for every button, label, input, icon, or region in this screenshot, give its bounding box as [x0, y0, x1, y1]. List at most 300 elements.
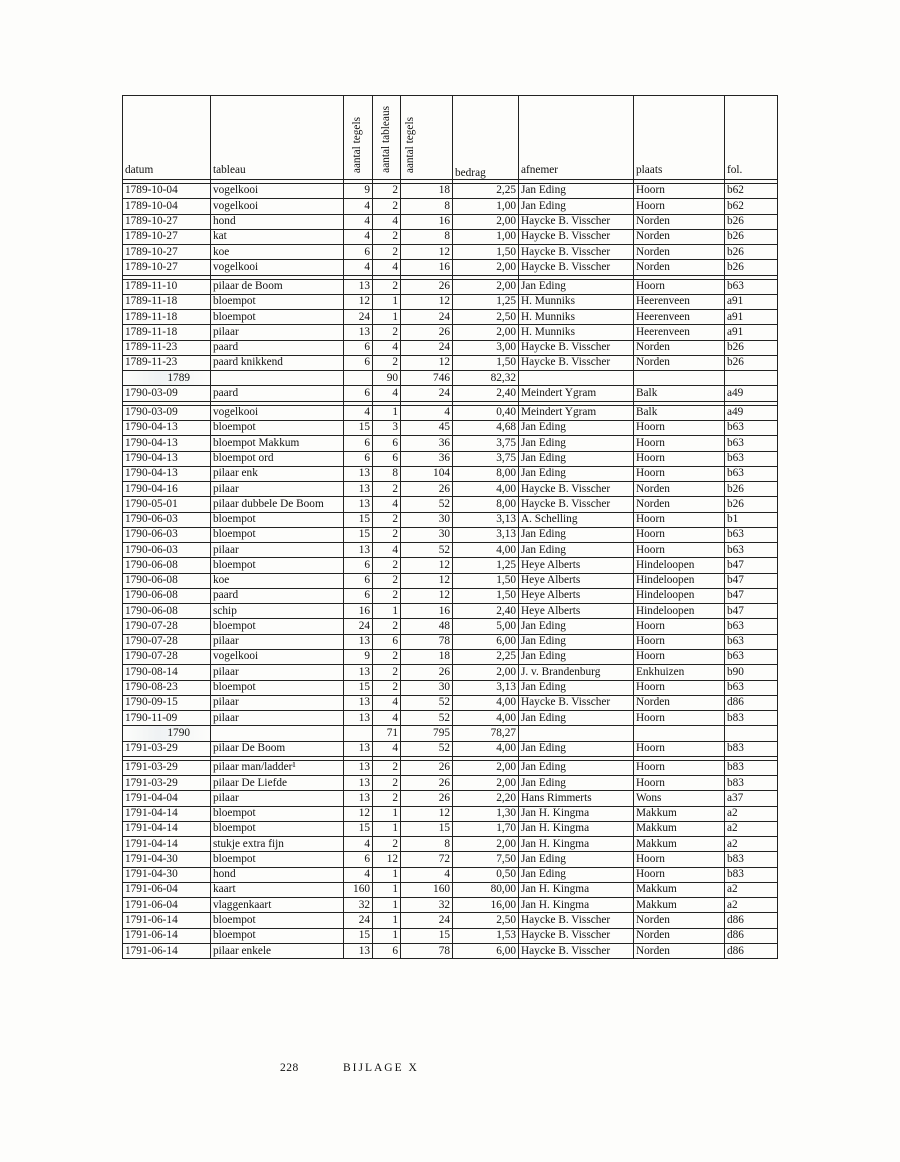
cell-bedrag: 2,00: [453, 776, 519, 791]
cell-datum: 1789-10-04: [123, 199, 211, 214]
cell-tableau: bloempot: [211, 512, 344, 527]
cell-plaats: Norden: [634, 229, 725, 244]
cell-aantal-tegels: 4: [344, 214, 373, 229]
cell-datum: 1791-04-30: [123, 867, 211, 882]
cell-aantal-tegels-totaal: 12: [401, 588, 453, 603]
cell-aantal-tableaus: 4: [373, 497, 401, 512]
cell-aantal-tableaus: 90: [373, 371, 401, 386]
cell-fol: b1: [725, 512, 778, 527]
cell-aantal-tegels-totaal: 16: [401, 604, 453, 619]
cell-aantal-tableaus: 2: [373, 558, 401, 573]
cell-aantal-tegels: 13: [344, 466, 373, 481]
cell-fol: a37: [725, 791, 778, 806]
cell-aantal-tegels: 4: [344, 199, 373, 214]
cell-aantal-tegels-totaal: 72: [401, 852, 453, 867]
cell-plaats: Hoorn: [634, 451, 725, 466]
cell-fol: b90: [725, 665, 778, 680]
cell-plaats: Hoorn: [634, 852, 725, 867]
cell-aantal-tegels: 24: [344, 310, 373, 325]
cell-fol: b63: [725, 680, 778, 695]
cell-aantal-tegels: 15: [344, 821, 373, 836]
cell-aantal-tableaus: 1: [373, 310, 401, 325]
cell-afnemer: Jan Eding: [519, 199, 634, 214]
cell-tableau: paard: [211, 340, 344, 355]
cell-bedrag: 7,50: [453, 852, 519, 867]
cell-datum: 1790-07-28: [123, 649, 211, 664]
table-row: [123, 649, 778, 664]
cell-plaats: Hoorn: [634, 184, 725, 199]
cell-datum: 1789-10-27: [123, 214, 211, 229]
table-row: [123, 573, 778, 588]
ledger-table: [122, 95, 778, 959]
cell-datum: 1790-05-01: [123, 497, 211, 512]
cell-datum: 1791-04-30: [123, 852, 211, 867]
cell-aantal-tegels: 6: [344, 451, 373, 466]
cell-aantal-tegels-totaal: 746: [401, 371, 453, 386]
table-row: [123, 837, 778, 852]
cell-aantal-tegels-totaal: 12: [401, 245, 453, 260]
cell-aantal-tableaus: 1: [373, 806, 401, 821]
cell-afnemer: Heye Alberts: [519, 573, 634, 588]
cell-plaats: Norden: [634, 355, 725, 370]
cell-afnemer: Jan Eding: [519, 527, 634, 542]
cell-tableau: hond: [211, 214, 344, 229]
cell-plaats: Norden: [634, 214, 725, 229]
cell-plaats: Hoorn: [634, 776, 725, 791]
cell-plaats: Enkhuizen: [634, 665, 725, 680]
cell-aantal-tableaus: 2: [373, 355, 401, 370]
cell-tableau: pilaar enkele: [211, 944, 344, 959]
cell-afnemer: J. v. Brandenburg: [519, 665, 634, 680]
table-row: [123, 260, 778, 275]
cell-aantal-tegels: 15: [344, 420, 373, 435]
cell-aantal-tegels: 24: [344, 913, 373, 928]
cell-datum: 1790-04-16: [123, 482, 211, 497]
table-row: [123, 405, 778, 420]
table-row: [123, 466, 778, 481]
table-row: [123, 512, 778, 527]
header-tableau: tableau: [211, 96, 344, 180]
cell-tableau: pilaar: [211, 711, 344, 726]
cell-plaats: Hoorn: [634, 543, 725, 558]
cell-datum: 1790-06-08: [123, 573, 211, 588]
cell-afnemer: Haycke B. Visscher: [519, 260, 634, 275]
cell-fol: b63: [725, 619, 778, 634]
cell-aantal-tegels: 13: [344, 325, 373, 340]
cell-aantal-tableaus: 8: [373, 466, 401, 481]
cell-aantal-tegels-totaal: 18: [401, 649, 453, 664]
cell-aantal-tegels: 6: [344, 852, 373, 867]
header-datum: datum: [123, 96, 211, 180]
table-row: [123, 229, 778, 244]
cell-fol: b62: [725, 199, 778, 214]
cell-afnemer: Heye Alberts: [519, 558, 634, 573]
cell-aantal-tegels: 24: [344, 619, 373, 634]
cell-fol: b83: [725, 852, 778, 867]
cell-plaats: Norden: [634, 497, 725, 512]
cell-bedrag: 4,68: [453, 420, 519, 435]
table-row: [123, 882, 778, 897]
cell-bedrag: 4,00: [453, 695, 519, 710]
cell-plaats: Makkum: [634, 882, 725, 897]
cell-afnemer: Haycke B. Visscher: [519, 944, 634, 959]
cell-datum: 1790-06-08: [123, 558, 211, 573]
cell-plaats: Norden: [634, 245, 725, 260]
cell-tableau: bloempot: [211, 821, 344, 836]
cell-fol: a91: [725, 294, 778, 309]
subtotal-row: [123, 726, 778, 741]
cell-bedrag: 2,40: [453, 386, 519, 401]
cell-tableau: pilaar de Boom: [211, 279, 344, 294]
table-row: [123, 741, 778, 756]
cell-aantal-tegels: 13: [344, 279, 373, 294]
cell-bedrag: 1,50: [453, 588, 519, 603]
cell-tableau: pilaar: [211, 791, 344, 806]
cell-plaats: [634, 726, 725, 741]
header-aantal-tegels-totaal: [401, 96, 453, 180]
cell-aantal-tegels-totaal: 45: [401, 420, 453, 435]
cell-datum: 1791-04-14: [123, 806, 211, 821]
cell-plaats: Heerenveen: [634, 294, 725, 309]
cell-datum: 1790-04-13: [123, 466, 211, 481]
cell-fol: b83: [725, 741, 778, 756]
cell-aantal-tableaus: 4: [373, 543, 401, 558]
cell-fol: b26: [725, 340, 778, 355]
cell-aantal-tegels-totaal: 8: [401, 199, 453, 214]
cell-plaats: Heerenveen: [634, 325, 725, 340]
cell-aantal-tegels: 6: [344, 355, 373, 370]
cell-aantal-tableaus: 2: [373, 199, 401, 214]
cell-fol: b63: [725, 420, 778, 435]
cell-bedrag: 3,13: [453, 512, 519, 527]
cell-aantal-tableaus: 12: [373, 852, 401, 867]
cell-aantal-tegels: 13: [344, 760, 373, 775]
cell-afnemer: Jan Eding: [519, 776, 634, 791]
cell-datum: 1789: [123, 371, 211, 386]
cell-bedrag: 80,00: [453, 882, 519, 897]
cell-aantal-tableaus: 2: [373, 791, 401, 806]
table-row: [123, 634, 778, 649]
cell-tableau: paard knikkend: [211, 355, 344, 370]
cell-datum: 1789-11-10: [123, 279, 211, 294]
cell-aantal-tegels-totaal: 16: [401, 214, 453, 229]
table-row: [123, 355, 778, 370]
cell-aantal-tegels-totaal: 104: [401, 466, 453, 481]
table-row: [123, 913, 778, 928]
cell-tableau: pilaar: [211, 325, 344, 340]
cell-aantal-tableaus: 1: [373, 294, 401, 309]
cell-datum: 1790-04-13: [123, 451, 211, 466]
cell-bedrag: 1,50: [453, 573, 519, 588]
table-row: [123, 791, 778, 806]
cell-aantal-tableaus: 1: [373, 405, 401, 420]
cell-aantal-tegels: 32: [344, 898, 373, 913]
cell-aantal-tableaus: 1: [373, 913, 401, 928]
cell-aantal-tegels-totaal: 4: [401, 405, 453, 420]
cell-plaats: Hoorn: [634, 634, 725, 649]
cell-aantal-tableaus: 2: [373, 573, 401, 588]
cell-aantal-tableaus: 4: [373, 741, 401, 756]
cell-plaats: Norden: [634, 260, 725, 275]
table-row: [123, 199, 778, 214]
cell-aantal-tegels: 12: [344, 294, 373, 309]
cell-plaats: Norden: [634, 928, 725, 943]
cell-bedrag: 2,00: [453, 214, 519, 229]
cell-bedrag: 1,53: [453, 928, 519, 943]
cell-aantal-tableaus: 1: [373, 821, 401, 836]
cell-afnemer: Jan H. Kingma: [519, 821, 634, 836]
cell-fol: [725, 726, 778, 741]
cell-aantal-tableaus: 2: [373, 680, 401, 695]
cell-fol: b63: [725, 543, 778, 558]
table-row: [123, 325, 778, 340]
cell-afnemer: Jan Eding: [519, 466, 634, 481]
cell-fol: a2: [725, 837, 778, 852]
cell-aantal-tableaus: 1: [373, 867, 401, 882]
cell-fol: b63: [725, 466, 778, 481]
table-row: [123, 340, 778, 355]
cell-aantal-tableaus: 1: [373, 928, 401, 943]
cell-aantal-tableaus: 1: [373, 898, 401, 913]
cell-aantal-tegels-totaal: 52: [401, 711, 453, 726]
table-row: [123, 184, 778, 199]
cell-bedrag: 0,50: [453, 867, 519, 882]
cell-tableau: schip: [211, 604, 344, 619]
cell-bedrag: 82,32: [453, 371, 519, 386]
cell-afnemer: Jan Eding: [519, 711, 634, 726]
cell-aantal-tableaus: 2: [373, 512, 401, 527]
cell-aantal-tegels-totaal: 26: [401, 325, 453, 340]
cell-aantal-tegels-totaal: 24: [401, 913, 453, 928]
cell-bedrag: 2,40: [453, 604, 519, 619]
cell-tableau: [211, 371, 344, 386]
table-row: [123, 867, 778, 882]
cell-plaats: Hindeloopen: [634, 604, 725, 619]
cell-bedrag: 3,13: [453, 680, 519, 695]
table-row: [123, 214, 778, 229]
cell-aantal-tegels-totaal: 8: [401, 229, 453, 244]
cell-afnemer: Meindert Ygram: [519, 405, 634, 420]
cell-afnemer: Jan Eding: [519, 436, 634, 451]
table-row: [123, 279, 778, 294]
cell-fol: b47: [725, 588, 778, 603]
cell-datum: 1791-06-14: [123, 913, 211, 928]
cell-aantal-tegels-totaal: 15: [401, 928, 453, 943]
header-plaats: plaats: [634, 96, 725, 180]
cell-aantal-tableaus: 4: [373, 386, 401, 401]
cell-plaats: Makkum: [634, 898, 725, 913]
cell-datum: 1791-04-14: [123, 837, 211, 852]
cell-aantal-tegels-totaal: 26: [401, 482, 453, 497]
cell-fol: a49: [725, 386, 778, 401]
cell-tableau: bloempot: [211, 680, 344, 695]
cell-aantal-tableaus: 4: [373, 214, 401, 229]
cell-fol: d86: [725, 944, 778, 959]
cell-bedrag: 2,00: [453, 279, 519, 294]
cell-datum: 1791-04-04: [123, 791, 211, 806]
header-aantal-tegels-label: aantal tegels: [351, 116, 364, 173]
cell-afnemer: Jan Eding: [519, 760, 634, 775]
cell-datum: 1791-04-14: [123, 821, 211, 836]
cell-plaats: Norden: [634, 695, 725, 710]
cell-aantal-tegels: 6: [344, 588, 373, 603]
cell-fol: b26: [725, 214, 778, 229]
cell-bedrag: 2,25: [453, 649, 519, 664]
cell-plaats: Hindeloopen: [634, 588, 725, 603]
cell-tableau: vogelkooi: [211, 260, 344, 275]
cell-aantal-tegels-totaal: 24: [401, 386, 453, 401]
cell-aantal-tableaus: 2: [373, 279, 401, 294]
cell-plaats: Hoorn: [634, 760, 725, 775]
cell-fol: b63: [725, 634, 778, 649]
cell-tableau: pilaar: [211, 695, 344, 710]
cell-fol: a2: [725, 882, 778, 897]
table-row: [123, 928, 778, 943]
cell-aantal-tegels-totaal: 15: [401, 821, 453, 836]
cell-afnemer: Jan H. Kingma: [519, 837, 634, 852]
cell-datum: 1791-03-29: [123, 760, 211, 775]
cell-aantal-tegels: [344, 726, 373, 741]
cell-plaats: Hindeloopen: [634, 573, 725, 588]
table-row: [123, 944, 778, 959]
cell-datum: 1790-04-13: [123, 436, 211, 451]
cell-tableau: bloempot: [211, 806, 344, 821]
cell-afnemer: [519, 726, 634, 741]
cell-bedrag: 1,50: [453, 355, 519, 370]
cell-fol: d86: [725, 913, 778, 928]
cell-afnemer: Haycke B. Visscher: [519, 482, 634, 497]
cell-bedrag: 2,25: [453, 184, 519, 199]
cell-aantal-tegels: 13: [344, 741, 373, 756]
cell-aantal-tegels: 13: [344, 695, 373, 710]
table-row: [123, 497, 778, 512]
cell-plaats: Hoorn: [634, 199, 725, 214]
cell-fol: d86: [725, 928, 778, 943]
cell-tableau: bloempot: [211, 928, 344, 943]
cell-aantal-tegels-totaal: 24: [401, 340, 453, 355]
cell-aantal-tableaus: 6: [373, 436, 401, 451]
cell-aantal-tegels-totaal: 12: [401, 806, 453, 821]
page-number: 228: [280, 1062, 299, 1074]
cell-aantal-tegels: 9: [344, 184, 373, 199]
cell-aantal-tableaus: 4: [373, 711, 401, 726]
cell-fol: b83: [725, 776, 778, 791]
cell-afnemer: Jan Eding: [519, 420, 634, 435]
cell-afnemer: Jan H. Kingma: [519, 806, 634, 821]
cell-afnemer: A. Schelling: [519, 512, 634, 527]
cell-bedrag: 2,20: [453, 791, 519, 806]
cell-aantal-tableaus: 2: [373, 649, 401, 664]
table-row: [123, 852, 778, 867]
cell-fol: b26: [725, 497, 778, 512]
cell-aantal-tegels-totaal: 30: [401, 527, 453, 542]
cell-fol: d86: [725, 695, 778, 710]
cell-afnemer: [519, 371, 634, 386]
header-aantal-tableaus: [373, 96, 401, 180]
cell-aantal-tableaus: 2: [373, 229, 401, 244]
cell-bedrag: 2,50: [453, 913, 519, 928]
table-row: [123, 695, 778, 710]
cell-afnemer: Heye Alberts: [519, 604, 634, 619]
cell-tableau: pilaar De Boom: [211, 741, 344, 756]
cell-aantal-tegels-totaal: 795: [401, 726, 453, 741]
cell-aantal-tableaus: 2: [373, 760, 401, 775]
cell-datum: 1789-11-23: [123, 340, 211, 355]
cell-plaats: Norden: [634, 340, 725, 355]
cell-datum: 1789-11-18: [123, 325, 211, 340]
cell-tableau: koe: [211, 245, 344, 260]
cell-fol: b62: [725, 184, 778, 199]
cell-tableau: pilaar enk: [211, 466, 344, 481]
cell-aantal-tegels: 4: [344, 405, 373, 420]
cell-tableau: [211, 726, 344, 741]
cell-bedrag: 3,00: [453, 340, 519, 355]
cell-datum: 1790-06-08: [123, 604, 211, 619]
cell-datum: 1791-06-14: [123, 944, 211, 959]
table-row: [123, 558, 778, 573]
cell-fol: b63: [725, 436, 778, 451]
cell-tableau: vogelkooi: [211, 184, 344, 199]
cell-bedrag: 2,00: [453, 325, 519, 340]
cell-afnemer: Jan Eding: [519, 852, 634, 867]
cell-tableau: pilaar De Liefde: [211, 776, 344, 791]
cell-aantal-tegels-totaal: 26: [401, 665, 453, 680]
cell-datum: 1790-08-23: [123, 680, 211, 695]
cell-bedrag: 8,00: [453, 497, 519, 512]
cell-tableau: vogelkooi: [211, 405, 344, 420]
cell-aantal-tegels-totaal: 36: [401, 451, 453, 466]
cell-tableau: kaart: [211, 882, 344, 897]
cell-bedrag: 1,30: [453, 806, 519, 821]
cell-datum: 1790-11-09: [123, 711, 211, 726]
cell-datum: 1791-06-04: [123, 882, 211, 897]
cell-plaats: Norden: [634, 944, 725, 959]
table-row: [123, 482, 778, 497]
cell-afnemer: Meindert Ygram: [519, 386, 634, 401]
cell-bedrag: 1,25: [453, 294, 519, 309]
cell-datum: 1789-11-23: [123, 355, 211, 370]
cell-datum: 1790-09-15: [123, 695, 211, 710]
cell-aantal-tegels: 9: [344, 649, 373, 664]
appendix-title: BIJLAGE X: [343, 1062, 419, 1074]
cell-afnemer: Haycke B. Visscher: [519, 497, 634, 512]
cell-bedrag: 4,00: [453, 482, 519, 497]
cell-plaats: Hoorn: [634, 279, 725, 294]
table-row: [123, 665, 778, 680]
cell-aantal-tegels-totaal: 26: [401, 776, 453, 791]
cell-aantal-tegels-totaal: 18: [401, 184, 453, 199]
cell-tableau: bloempot: [211, 558, 344, 573]
cell-bedrag: 4,00: [453, 543, 519, 558]
cell-aantal-tableaus: 2: [373, 184, 401, 199]
cell-datum: 1790: [123, 726, 211, 741]
cell-fol: b63: [725, 649, 778, 664]
cell-bedrag: 2,00: [453, 665, 519, 680]
cell-afnemer: Haycke B. Visscher: [519, 913, 634, 928]
cell-plaats: Hoorn: [634, 512, 725, 527]
cell-aantal-tableaus: 2: [373, 245, 401, 260]
cell-fol: a2: [725, 821, 778, 836]
cell-tableau: koe: [211, 573, 344, 588]
cell-plaats: Norden: [634, 482, 725, 497]
cell-afnemer: Jan Eding: [519, 649, 634, 664]
cell-fol: b83: [725, 760, 778, 775]
cell-fol: b63: [725, 527, 778, 542]
cell-aantal-tegels-totaal: 36: [401, 436, 453, 451]
cell-bedrag: 2,00: [453, 260, 519, 275]
cell-aantal-tableaus: 3: [373, 420, 401, 435]
table-row: [123, 898, 778, 913]
